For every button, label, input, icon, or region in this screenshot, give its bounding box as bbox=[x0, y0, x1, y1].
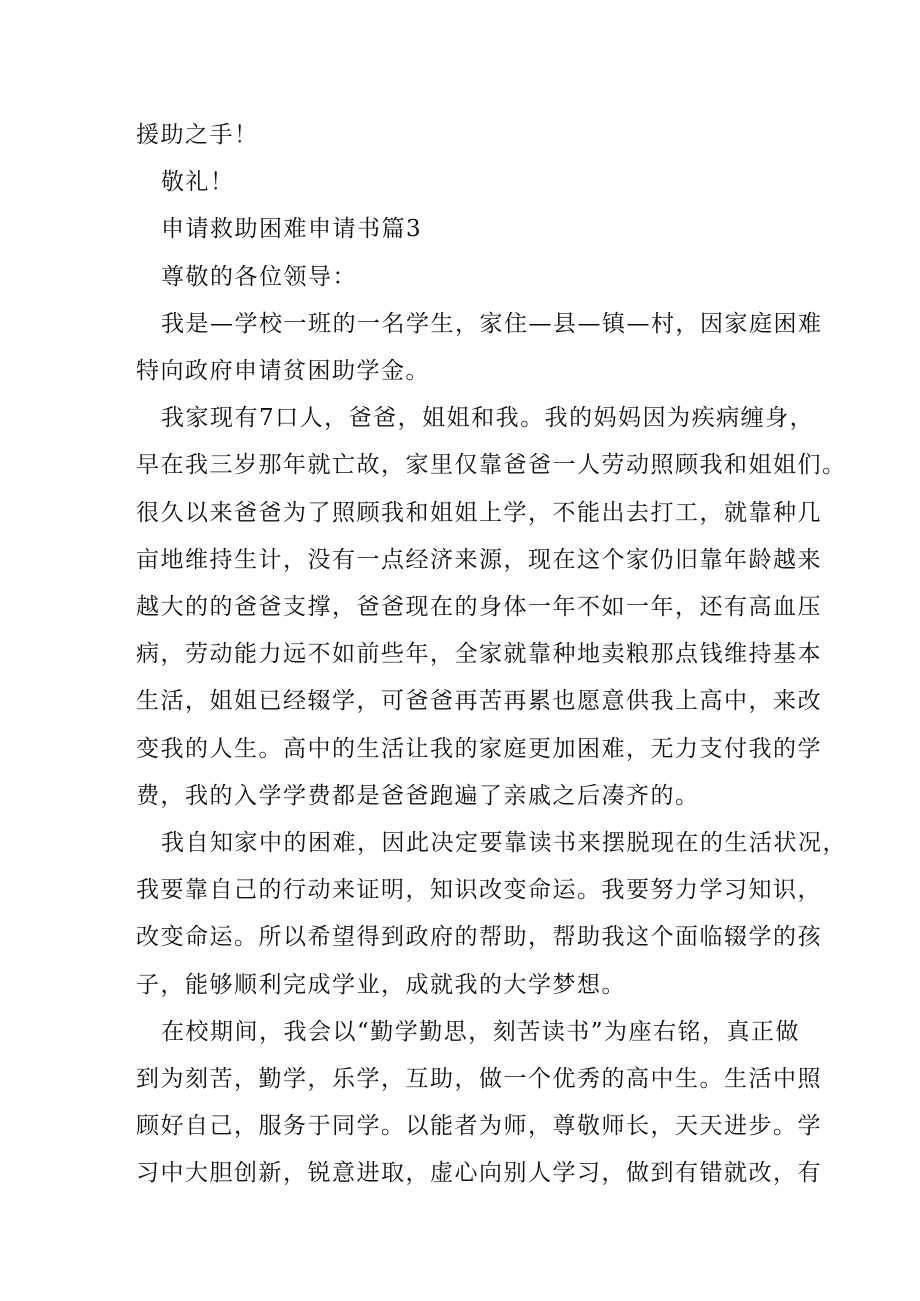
text-line: 敬礼！ bbox=[161, 169, 235, 196]
text-line: 子，能够顺利完成学业，成就我的大学梦想。 bbox=[136, 971, 626, 998]
text-line: 亩地维持生计，没有一点经济来源，现在这个家仍旧靠年龄越来 bbox=[136, 546, 822, 573]
text-line: 病，劳动能力远不如前些年，全家就靠种地卖粮那点钱维持基本 bbox=[136, 641, 822, 668]
text-line: 特向政府申请贫困助学金。 bbox=[136, 358, 430, 385]
text-line: 到为刻苦，勤学，乐学，互助，做一个优秀的高中生。生活中照 bbox=[136, 1066, 822, 1093]
text-line: 越大的的爸爸支撑，爸爸现在的身体一年不如一年，还有高血压 bbox=[136, 594, 822, 621]
text-line: 很久以来爸爸为了照顾我和姐姐上学，不能出去打工，就靠种几 bbox=[136, 499, 822, 526]
text-line: 变我的人生。高中的生活让我的家庭更加困难，无力支付我的学 bbox=[136, 735, 822, 762]
text-line: 早在我三岁那年就亡故，家里仅靠爸爸一人劳动照顾我和姐姐们。 bbox=[136, 452, 847, 479]
text-line: 在校期间，我会以“勤学勤思，刻苦读书”为座右铭，真正做 bbox=[161, 1018, 801, 1045]
text-line: 援助之手！ bbox=[136, 122, 259, 148]
document-page bbox=[136, 112, 847, 1198]
text-line: 我要靠自己的行动来证明，知识改变命运。我要努力学习知识， bbox=[136, 877, 822, 904]
text-line: 费，我的入学学费都是爸爸跑遍了亲戚之后凑齐的。 bbox=[136, 782, 700, 809]
text-line: 申请救助困难申请书篇3 bbox=[161, 216, 423, 243]
text-line: 改变命运。所以希望得到政府的帮助，帮助我这个面临辍学的孩 bbox=[136, 924, 822, 951]
text-line: 习中大胆创新，锐意进取，虚心向别人学习，做到有错就改，有 bbox=[136, 1160, 822, 1187]
text-line: 生活，姐姐已经辍学，可爸爸再苦再累也愿意供我上高中，来改 bbox=[136, 688, 822, 715]
document-body bbox=[136, 112, 847, 1198]
text-line: 尊敬的各位领导： bbox=[161, 263, 357, 290]
text-line: 我家现有7口人，爸爸，姐姐和我。我的妈妈因为疾病缠身， bbox=[161, 405, 815, 432]
text-line: 顾好自己，服务于同学。以能者为师，尊敬师长，天天进步。学 bbox=[136, 1113, 822, 1140]
text-line: 我自知家中的困难，因此决定要靠读书来摆脱现在的生活状况， bbox=[161, 830, 847, 857]
text-line: 我是—学校一班的一名学生，家住—县—镇—村，因家庭困难 bbox=[161, 310, 823, 337]
